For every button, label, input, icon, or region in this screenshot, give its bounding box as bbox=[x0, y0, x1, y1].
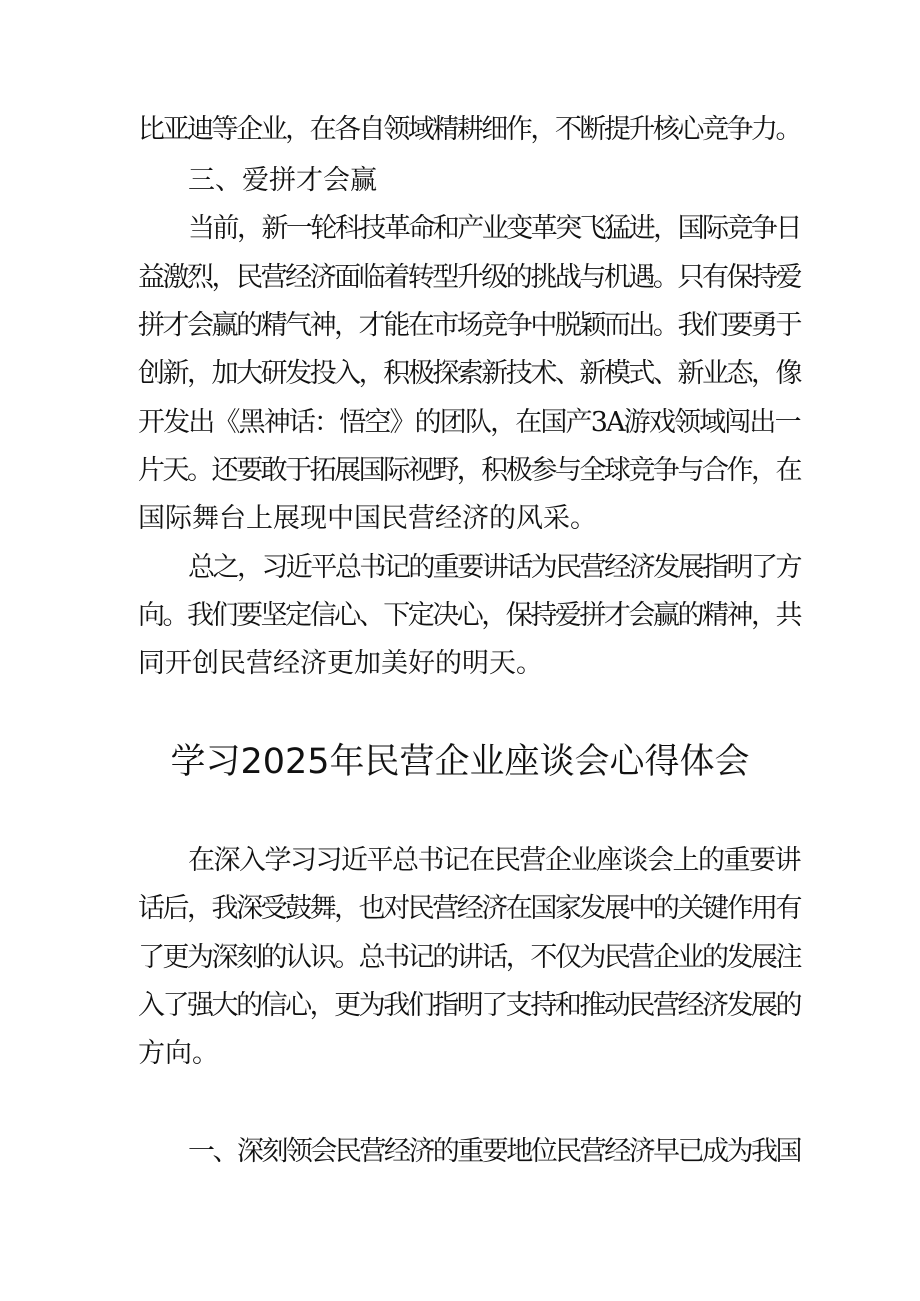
paragraph-line: 开发出《黑神话：悟空》的团队，在国产3A游戏领域闯出一 bbox=[138, 407, 800, 438]
section-heading: 三、爱拼才会赢 bbox=[188, 165, 377, 196]
paragraph-line: 片天。还要敢于拓展国际视野，积极参与全球竞争与合作，在 bbox=[138, 455, 801, 486]
paragraph-line: 了更为深刻的认识。总书记的讲话，不仅为民营企业的发展注 bbox=[138, 942, 801, 973]
paragraph-line: 创新，加大研发投入，积极探索新技术、新模式、新业态，像 bbox=[138, 358, 801, 389]
paragraph-line: 在深入学习习近平总书记在民营企业座谈会上的重要讲 bbox=[188, 845, 800, 876]
paragraph-line: 拼才会赢的精气神，才能在市场竞争中脱颖而出。我们要勇于 bbox=[138, 310, 801, 341]
paragraph-line: 入了强大的信心，更为我们指明了支持和推动民营经济发展的 bbox=[138, 990, 801, 1021]
paragraph-line: 同开创民营经济更加美好的明天。 bbox=[138, 648, 543, 679]
paragraph-line: 话后，我深受鼓舞，也对民营经济在国家发展中的关键作用有 bbox=[138, 893, 801, 924]
document-title: 学习2025年民营企业座谈会心得体会 bbox=[170, 742, 750, 782]
paragraph-line: 比亚迪等企业，在各自领域精耕细作，不断提升核心竞争力。 bbox=[138, 114, 801, 145]
paragraph-line: 国际舞台上展现中国民营经济的风采。 bbox=[138, 503, 597, 534]
paragraph-line: 方向。 bbox=[138, 1038, 219, 1069]
paragraph-line: 向。我们要坚定信心、下定决心，保持爱拼才会赢的精神，共 bbox=[138, 600, 801, 631]
paragraph-line: 益激烈，民营经济面临着转型升级的挑战与机遇。只有保持爱 bbox=[138, 262, 801, 293]
section-heading: 一、深刻领会民营经济的重要地位民营经济早已成为我国 bbox=[188, 1136, 800, 1167]
paragraph-line: 总之，习近平总书记的重要讲话为民营经济发展指明了方 bbox=[188, 552, 800, 583]
paragraph-line: 当前，新一轮科技革命和产业变革突飞猛进，国际竞争日 bbox=[188, 213, 800, 244]
